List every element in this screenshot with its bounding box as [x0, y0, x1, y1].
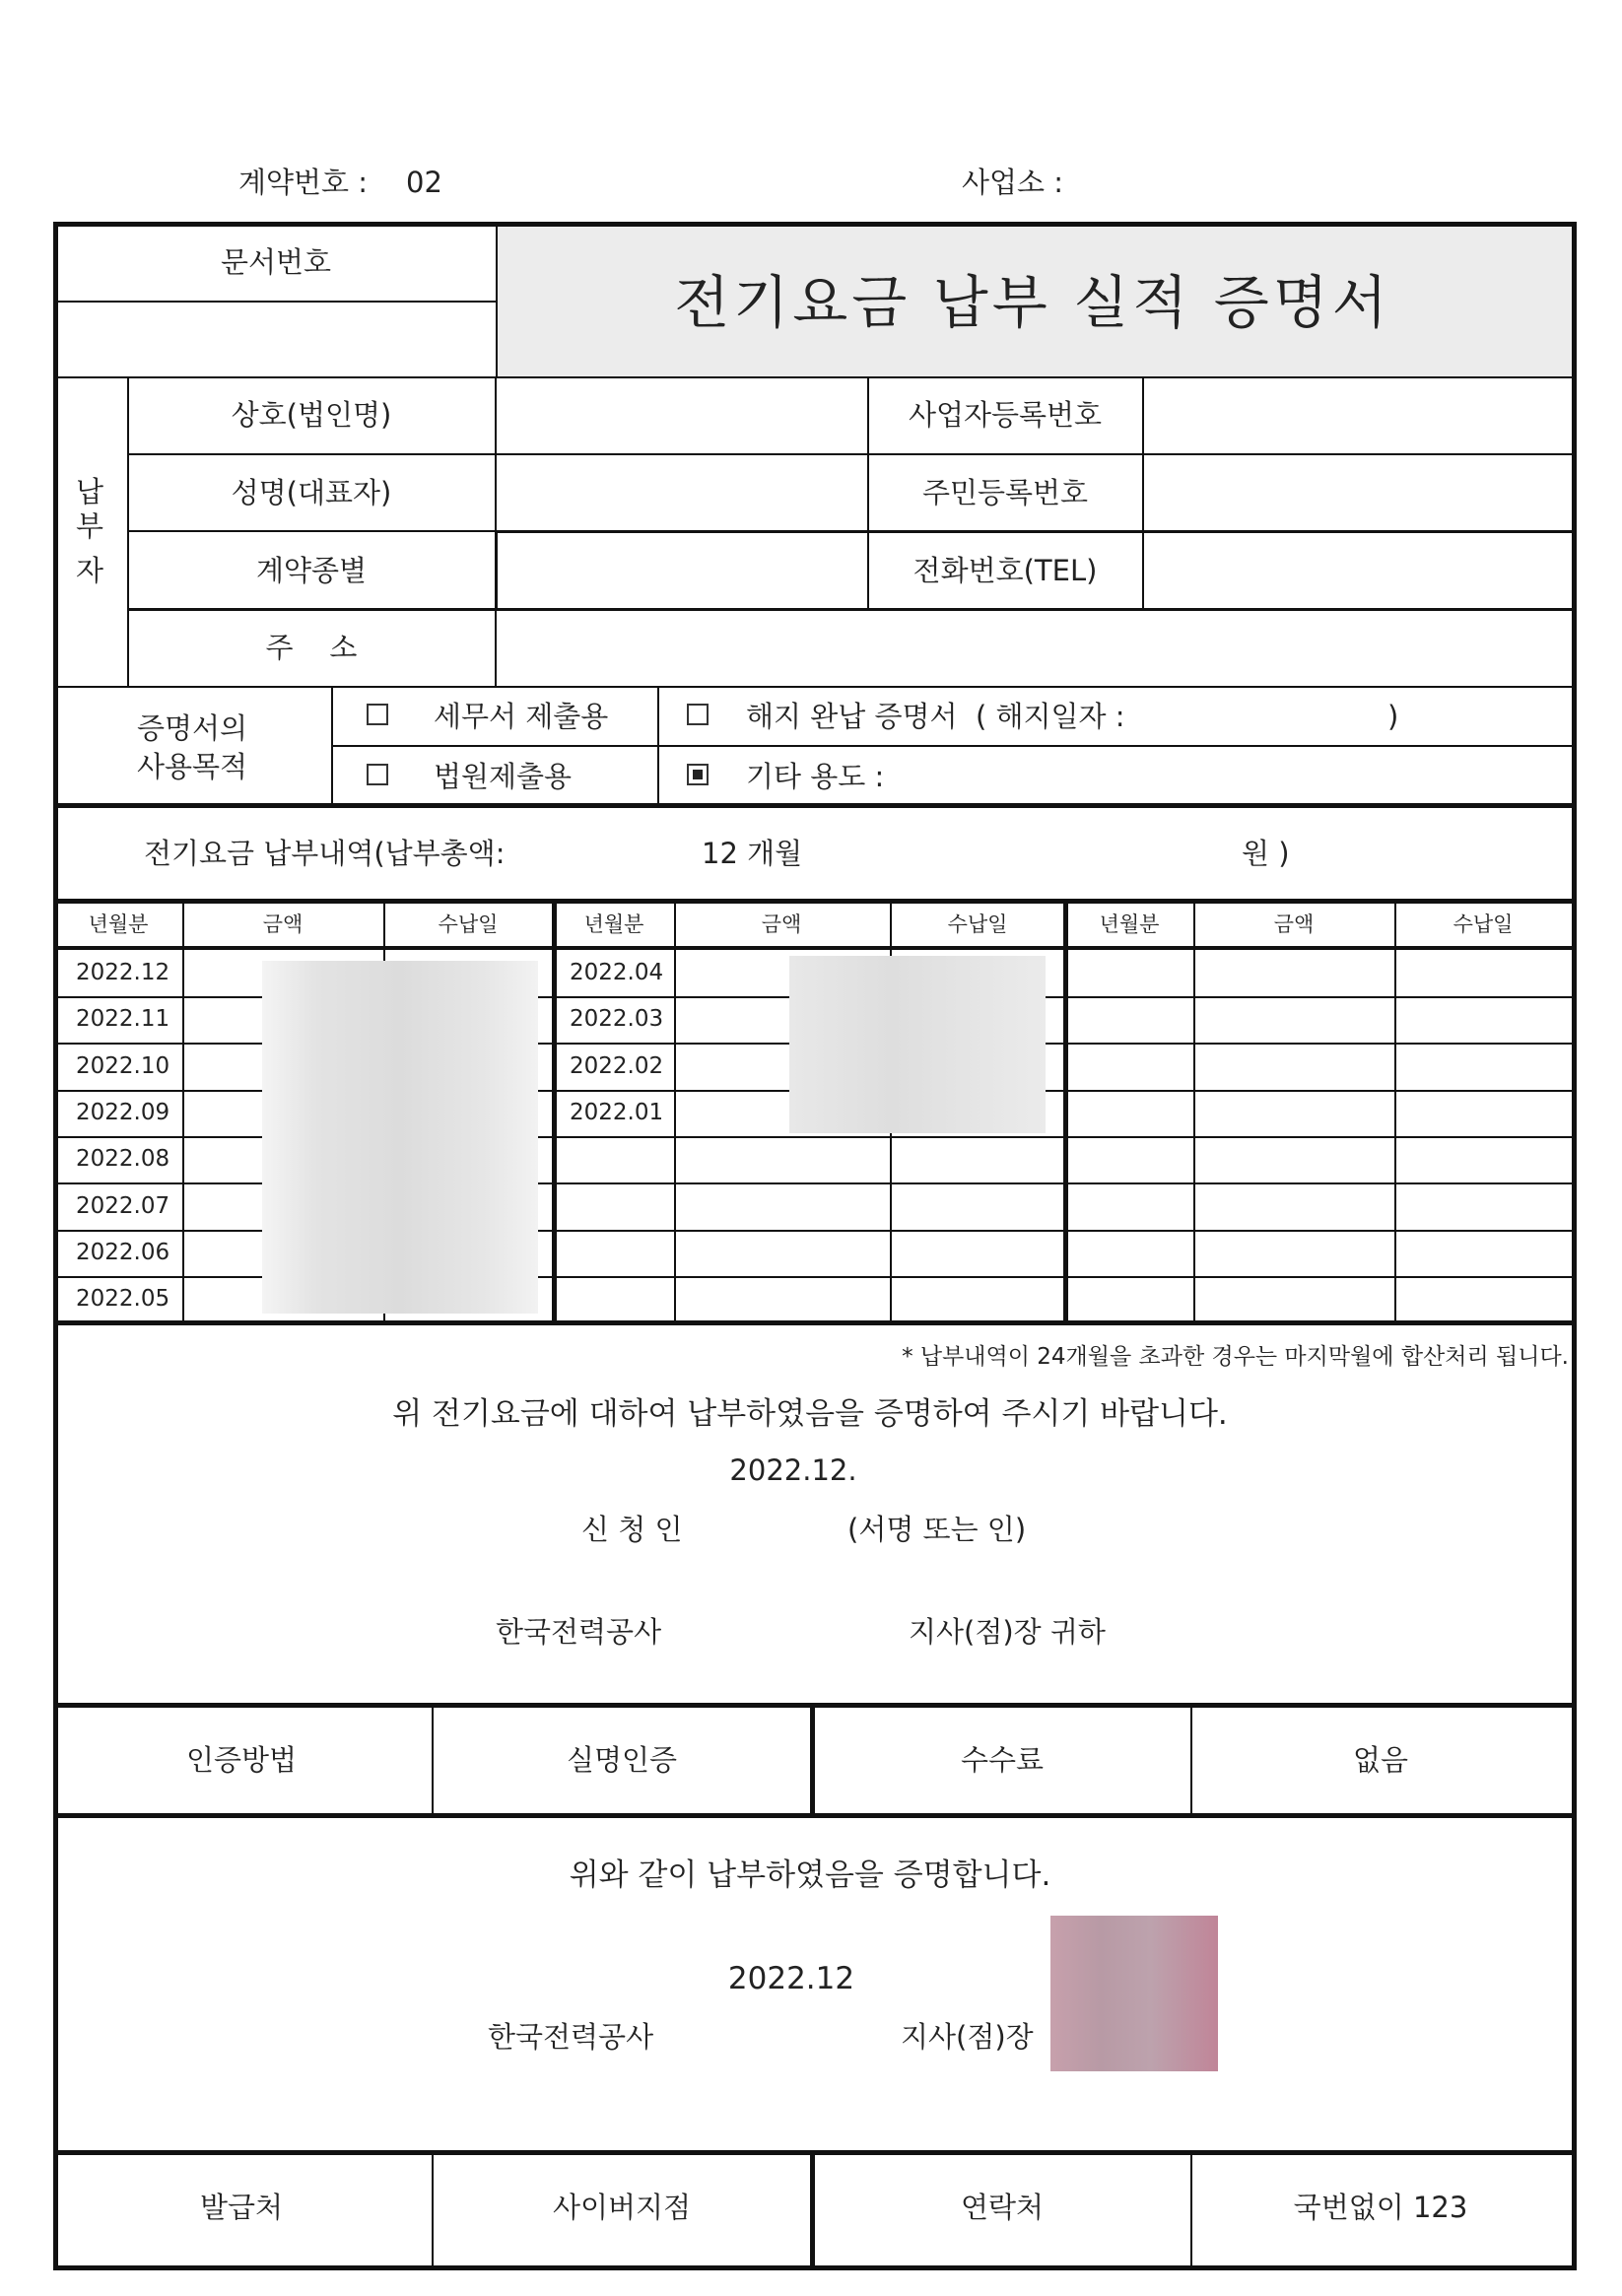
payments-col-c1 [1193, 902, 1195, 1320]
contract-number: 02 [406, 166, 442, 199]
redacted-stamp [1050, 1916, 1218, 2071]
auth-divider-2 [810, 1707, 815, 1815]
termination-checkbox[interactable] [687, 704, 709, 725]
auth-method-value: 실명인증 [566, 1743, 678, 1777]
issue-divider-3 [1190, 2154, 1192, 2267]
border-left [53, 222, 58, 2270]
issuer-label: 발급처 [199, 2191, 284, 2224]
summary-title: 전기요금 납부내역(납부총액: [144, 837, 506, 870]
payment-month: 2022.03 [570, 1006, 664, 1032]
tax-office-checkbox[interactable] [367, 704, 388, 725]
payment-month: 2022.02 [570, 1053, 664, 1079]
payment-month: 2022.12 [76, 960, 170, 985]
overflow-note: * 납부내역이 24개월을 초과한 경우는 마지막월에 합산처리 됩니다. [902, 1344, 1569, 1370]
border-right [1572, 222, 1577, 2270]
auth-bottom-line [53, 1813, 1577, 1818]
payments-col-a1 [182, 902, 184, 1320]
business-reg-label: 사업자등록번호 [908, 398, 1103, 432]
auth-divider-1 [432, 1707, 434, 1815]
payer-side-char-1: 납 [75, 475, 104, 508]
header-paid-date-3: 수납일 [1453, 912, 1514, 936]
termination-option: 해지 완납 증명서 ( 해지일자 : [746, 700, 1125, 733]
payer-row-line-2-bold [497, 530, 1572, 533]
certify-text: 위와 같이 납부하였음을 증명합니다. [569, 1857, 1051, 1893]
border-bottom [53, 2265, 1577, 2270]
payer-side-char-3: 자 [75, 554, 104, 587]
purpose-label-line-1: 증명서의 [136, 711, 248, 745]
payer-side-divider [127, 377, 129, 687]
payment-month: 2022.08 [76, 1146, 170, 1172]
signature-label: (서명 또는 인) [847, 1513, 1027, 1546]
summary-months: 12 개월 [702, 837, 803, 870]
payer-right-divider [1142, 377, 1144, 609]
payments-col-b1 [674, 902, 676, 1320]
certify-company: 한국전력공사 [488, 2020, 654, 2054]
header-month-3: 년월분 [1099, 912, 1160, 936]
payment-month: 2022.05 [76, 1286, 170, 1312]
border-top [53, 222, 1577, 227]
fee-value: 없음 [1352, 1743, 1409, 1777]
auth-top-line [53, 1703, 1577, 1708]
header-amount-2: 금액 [761, 912, 802, 936]
fee-label: 수수료 [960, 1743, 1045, 1777]
resident-reg-label: 주민등록번호 [921, 476, 1089, 509]
contact-label: 연락처 [960, 2191, 1045, 2224]
payer-side-char-2: 부 [75, 509, 104, 543]
header-paid-date-1: 수납일 [438, 912, 499, 936]
other-use-option: 기타 용도 : [746, 760, 885, 793]
certify-branch: 지사(점)장 [901, 2020, 1034, 2054]
payments-col-c2 [1394, 902, 1396, 1320]
court-checkbox[interactable] [367, 764, 388, 785]
payer-row-line-1 [128, 453, 1572, 455]
payer-mid-divider [867, 377, 869, 609]
request-company: 한국전력공사 [496, 1615, 662, 1649]
address-label: 주 소 [265, 631, 358, 664]
representative-label: 성명(대표자) [231, 476, 392, 509]
contact-value: 국번없이 123 [1293, 2191, 1468, 2224]
tax-office-option: 세무서 제출용 [434, 700, 609, 733]
payments-top-line [53, 899, 1577, 904]
payment-month: 2022.04 [570, 960, 664, 985]
issue-divider-2 [810, 2154, 815, 2267]
redacted-amounts-2 [789, 956, 1046, 1133]
payments-block-divider-1 [552, 902, 557, 1320]
certify-date: 2022.12 [727, 1961, 855, 1996]
payment-month: 2022.11 [76, 1006, 170, 1032]
auth-method-label: 인증방법 [185, 1743, 298, 1777]
purpose-label-line-2: 사용목적 [136, 750, 248, 783]
payments-bottom-line [53, 1320, 1577, 1325]
summary-won: 원 ) [1242, 837, 1290, 870]
issue-top-line [53, 2150, 1577, 2155]
purpose-top-line [58, 686, 1572, 688]
header-paid-date-2: 수납일 [947, 912, 1008, 936]
header-month-1: 년월분 [88, 912, 149, 936]
payment-month: 2022.01 [570, 1100, 664, 1125]
other-use-checkbox[interactable] [687, 764, 709, 785]
payer-top-line [58, 376, 1572, 378]
contract-label: 계약번호 : [238, 166, 369, 199]
applicant-label: 신 청 인 [581, 1513, 683, 1546]
header-month-2: 년월분 [583, 912, 644, 936]
summary-top-line [53, 803, 1577, 808]
request-date: 2022.12. [729, 1453, 857, 1487]
contract-type-label: 계약종별 [255, 554, 368, 587]
office-label: 사업소 : [962, 166, 1064, 199]
doc-number-label: 문서번호 [220, 245, 332, 279]
payments-header-line [53, 946, 1577, 950]
payer-type-box-left [495, 530, 498, 610]
header-amount-3: 금액 [1273, 912, 1315, 936]
title-divider [496, 226, 498, 378]
court-option: 법원제출용 [434, 760, 573, 793]
payment-month: 2022.09 [76, 1100, 170, 1125]
payments-block-divider-2 [1063, 902, 1068, 1320]
company-name-label: 상호(법인명) [231, 398, 392, 432]
redacted-amounts-1 [262, 961, 538, 1314]
issue-divider-1 [432, 2154, 434, 2267]
termination-close-paren: ) [1387, 700, 1399, 733]
docnum-divider [58, 301, 496, 303]
payment-month: 2022.06 [76, 1240, 170, 1265]
request-branch: 지사(점)장 귀하 [909, 1615, 1106, 1649]
request-text: 위 전기요금에 대하여 납부하였음을 증명하여 주시기 바랍니다. [392, 1396, 1228, 1432]
auth-divider-3 [1190, 1707, 1192, 1815]
issuer-value: 사이버지점 [552, 2191, 692, 2224]
payer-row-line-3 [128, 608, 1572, 611]
purpose-row-line [332, 745, 1572, 747]
payment-month: 2022.10 [76, 1053, 170, 1079]
payment-month: 2022.07 [76, 1193, 170, 1219]
header-amount-1: 금액 [262, 912, 304, 936]
document-title: 전기요금 납부 실적 증명서 [674, 269, 1391, 336]
phone-label: 전화번호(TEL) [912, 554, 1098, 587]
